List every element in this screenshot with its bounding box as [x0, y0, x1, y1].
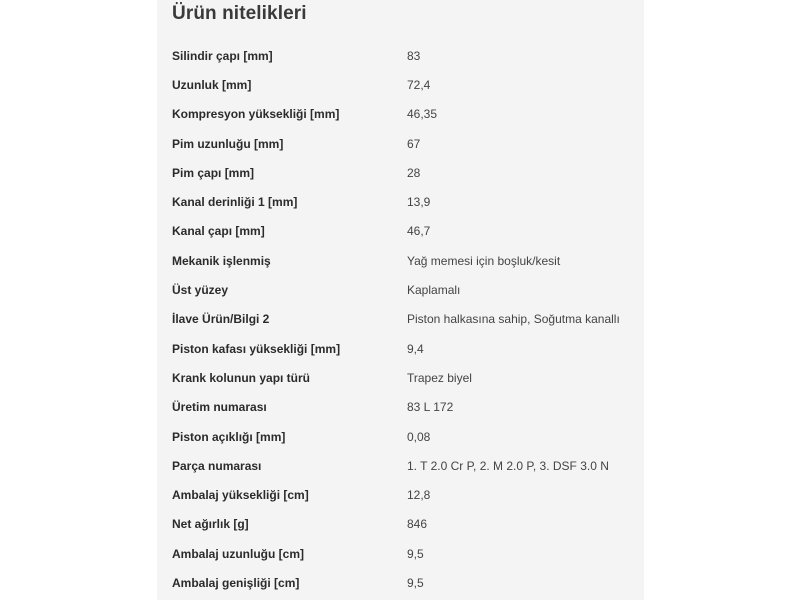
spec-row: [172, 539, 632, 568]
spec-value: 9,5: [407, 575, 424, 590]
spec-row: [172, 305, 632, 334]
spec-value: 9,4: [407, 341, 424, 356]
spec-row: [172, 41, 632, 70]
spec-row: [172, 334, 632, 363]
section-title: Ürün nitelikleri: [172, 3, 307, 24]
spec-label: Üst yüzey: [172, 283, 229, 298]
spec-value: 83 L 172: [407, 400, 454, 415]
spec-row: [172, 393, 632, 422]
spec-row: [172, 70, 632, 99]
spec-label: Parça numarası: [172, 458, 262, 473]
spec-label: Ambalaj yüksekliği [cm]: [172, 488, 309, 503]
spec-value: 83: [407, 48, 421, 63]
spec-value: 67: [407, 136, 421, 151]
spec-label: Piston kafası yüksekliği [mm]: [172, 341, 341, 356]
spec-value: Yağ memesi için boşluk/kesit: [407, 253, 561, 268]
spec-value: 1. T 2.0 Cr P, 2. M 2.0 P, 3. DSF 3.0 N: [407, 458, 609, 473]
spec-value: 46,7: [407, 224, 431, 239]
spec-row: [172, 100, 632, 129]
spec-label: Net ağırlık [g]: [172, 517, 249, 532]
spec-label: Silindir çapı [mm]: [172, 48, 273, 63]
spec-label: İlave Ürün/Bilgi 2: [172, 312, 270, 327]
spec-label: Pim çapı [mm]: [172, 165, 255, 180]
spec-row: [172, 187, 632, 216]
spec-label: Kanal derinliği 1 [mm]: [172, 195, 298, 210]
spec-value: 846: [407, 517, 428, 532]
spec-label: Piston açıklığı [mm]: [172, 429, 286, 444]
spec-label: Mekanik işlenmiş: [172, 253, 271, 268]
spec-row: [172, 158, 632, 187]
spec-value: Piston halkasına sahip, Soğutma kanallı: [407, 312, 620, 327]
spec-row: [172, 510, 632, 539]
spec-row: [172, 129, 632, 158]
spec-row: [172, 246, 632, 275]
spec-value: 72,4: [407, 77, 431, 92]
spec-label: Pim uzunluğu [mm]: [172, 136, 284, 151]
spec-label: Üretim numarası: [172, 400, 267, 415]
spec-row: [172, 451, 632, 480]
spec-value: 13,9: [407, 195, 431, 210]
spec-label: Uzunluk [mm]: [172, 77, 252, 92]
spec-label: Kanal çapı [mm]: [172, 224, 265, 239]
spec-value: 12,8: [407, 488, 431, 503]
spec-value: Kaplamalı: [407, 283, 461, 298]
spec-value: Trapez biyel: [407, 370, 472, 385]
spec-row: [172, 480, 632, 509]
spec-label: Kompresyon yüksekliği [mm]: [172, 107, 340, 122]
product-attributes-panel: [157, 0, 644, 600]
spec-value: 9,5: [407, 546, 424, 561]
spec-row: [172, 422, 632, 451]
spec-table: [172, 41, 632, 598]
spec-label: Ambalaj genişliği [cm]: [172, 575, 300, 590]
spec-value: 46,35: [407, 107, 438, 122]
spec-label: Krank kolunun yapı türü: [172, 370, 311, 385]
spec-row: [172, 363, 632, 392]
spec-row: [172, 568, 632, 597]
spec-label: Ambalaj uzunluğu [cm]: [172, 546, 304, 561]
spec-row: [172, 217, 632, 246]
spec-value: 0,08: [407, 429, 431, 444]
spec-row: [172, 275, 632, 304]
spec-value: 28: [407, 165, 421, 180]
